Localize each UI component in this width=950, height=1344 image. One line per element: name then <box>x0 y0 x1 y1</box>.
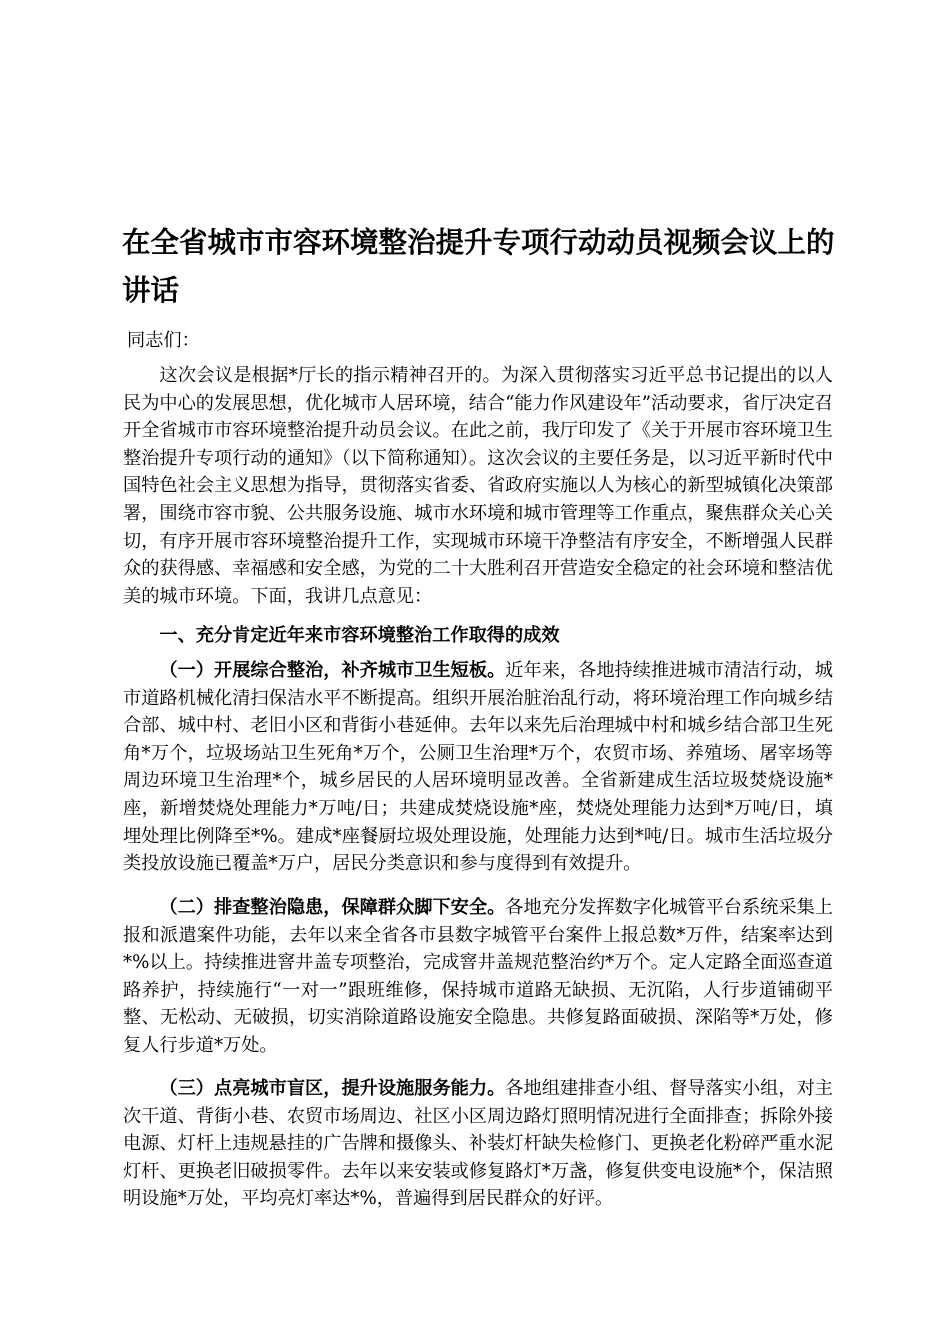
salutation: 同志们： <box>127 330 200 351</box>
subsection-text-3: 各地组建排查小组、督导落实小组，对主次干道、背街小巷、农贸市场周边、社区小区周边路灯照明情况进行全面排查；拆除外接电源、灯杆上违规悬挂的广告牌和摄像头、补装灯杆缺失检修门、更换老化粉碎严重水泥灯杆、更换老旧破损零件。去年以来安装或修复路灯*万盏，修复供变电设施*个，保洁照明设施*万处，平均亮灯率达*%，普遍得到居民群众的好评。 <box>123 1078 833 1210</box>
document-title: 在全省城市市容环境整治提升专项行动动员视频会议上的讲话 <box>122 226 835 307</box>
subsection-text-2: 各地充分发挥数字化城管平台系统采集上报和派遣案件功能，去年以来全省各市县数字城管平台案件上报总数*万件，结案率达到*%以上。持续推进窨井盖专项整治，完成窨井盖规范整治约*万个。定人定路全面巡查道路养护，持续施行“一对一”跟班维修，保持城市道路无缺损、无沉陷，人行步道铺砌平整、无松动、无破损，切实消除道路设施安全隐患。共修复路面破损、深陷等*万处，修复人行步道*万处。 <box>123 897 833 1056</box>
subsection-text-1: 近年来，各地持续推进城市清洁行动，城市道路机械化清扫保洁水平不断提高。组织开展治脏治乱行动，将环境治理工作向城乡结合部、城中村、老旧小区和背街小巷延伸。去年以来先后治理城中村和城乡结合部卫生死角*万个，垃圾场站卫生死角*万个，公厕卫生治理*万个，农贸市场、养殖场、屠宰场等周边环境卫生治理*个，城乡居民的人居环境明显改善。全省新建成生活垃圾焚烧设施*座，新增焚烧处理能力*万吨/日；共建成焚烧设施*座，焚烧处理能力达到*万吨/日，填埋处理比例降至*%。建成*座餐厨垃圾处理设施，处理能力达到*吨/日。城市生活垃圾分类投放设施已覆盖*万户，居民分类意识和参与度得到有效提升。 <box>123 660 833 875</box>
section-heading-1: 一、充分肯定近年来市容环境整治工作取得的成效 <box>159 625 560 646</box>
subsection-lead-1: （一）开展综合整治，补齐城市卫生短板。 <box>159 660 506 681</box>
subsection-paragraph-2 <box>123 894 833 1060</box>
subsection-lead-3: （三）点亮城市盲区，提升设施服务能力。 <box>159 1078 506 1099</box>
subsection-paragraph-3 <box>123 1075 833 1213</box>
subsection-lead-2: （二）排查整治隐患，保障群众脚下安全。 <box>159 897 506 918</box>
subsection-paragraph-1 <box>123 657 833 878</box>
intro-paragraph: 这次会议是根据*厅长的指示精神召开的。为深入贯彻落实习近平总书记提出的以人民为中心的发展思想，优化城市人居环境，结合“能力作风建设年”活动要求，省厅决定召开全省城市市容环境整治提升动员会议。在此之前，我厅印发了《关于开展市容环境卫生整治提升专项行动的通知》（以下简称通知）。这次会议的主要任务是，以习近平新时代中国特色社会主义思想为指导，贯彻落实省委、省政府实施以人为核心的新型城镇化决策部署，围绕市容市貌、公共服务设施、城市水环境和城市管理等工作重点，聚焦群众关心关切，有序开展市容环境整治提升工作，实现城市环境干净整洁有序安全，不断增强人民群众的获得感、幸福感和安全感，为党的二十大胜利召开营造安全稳定的社会环境和整洁优美的城市环境。下面，我讲几点意见： <box>123 365 833 607</box>
